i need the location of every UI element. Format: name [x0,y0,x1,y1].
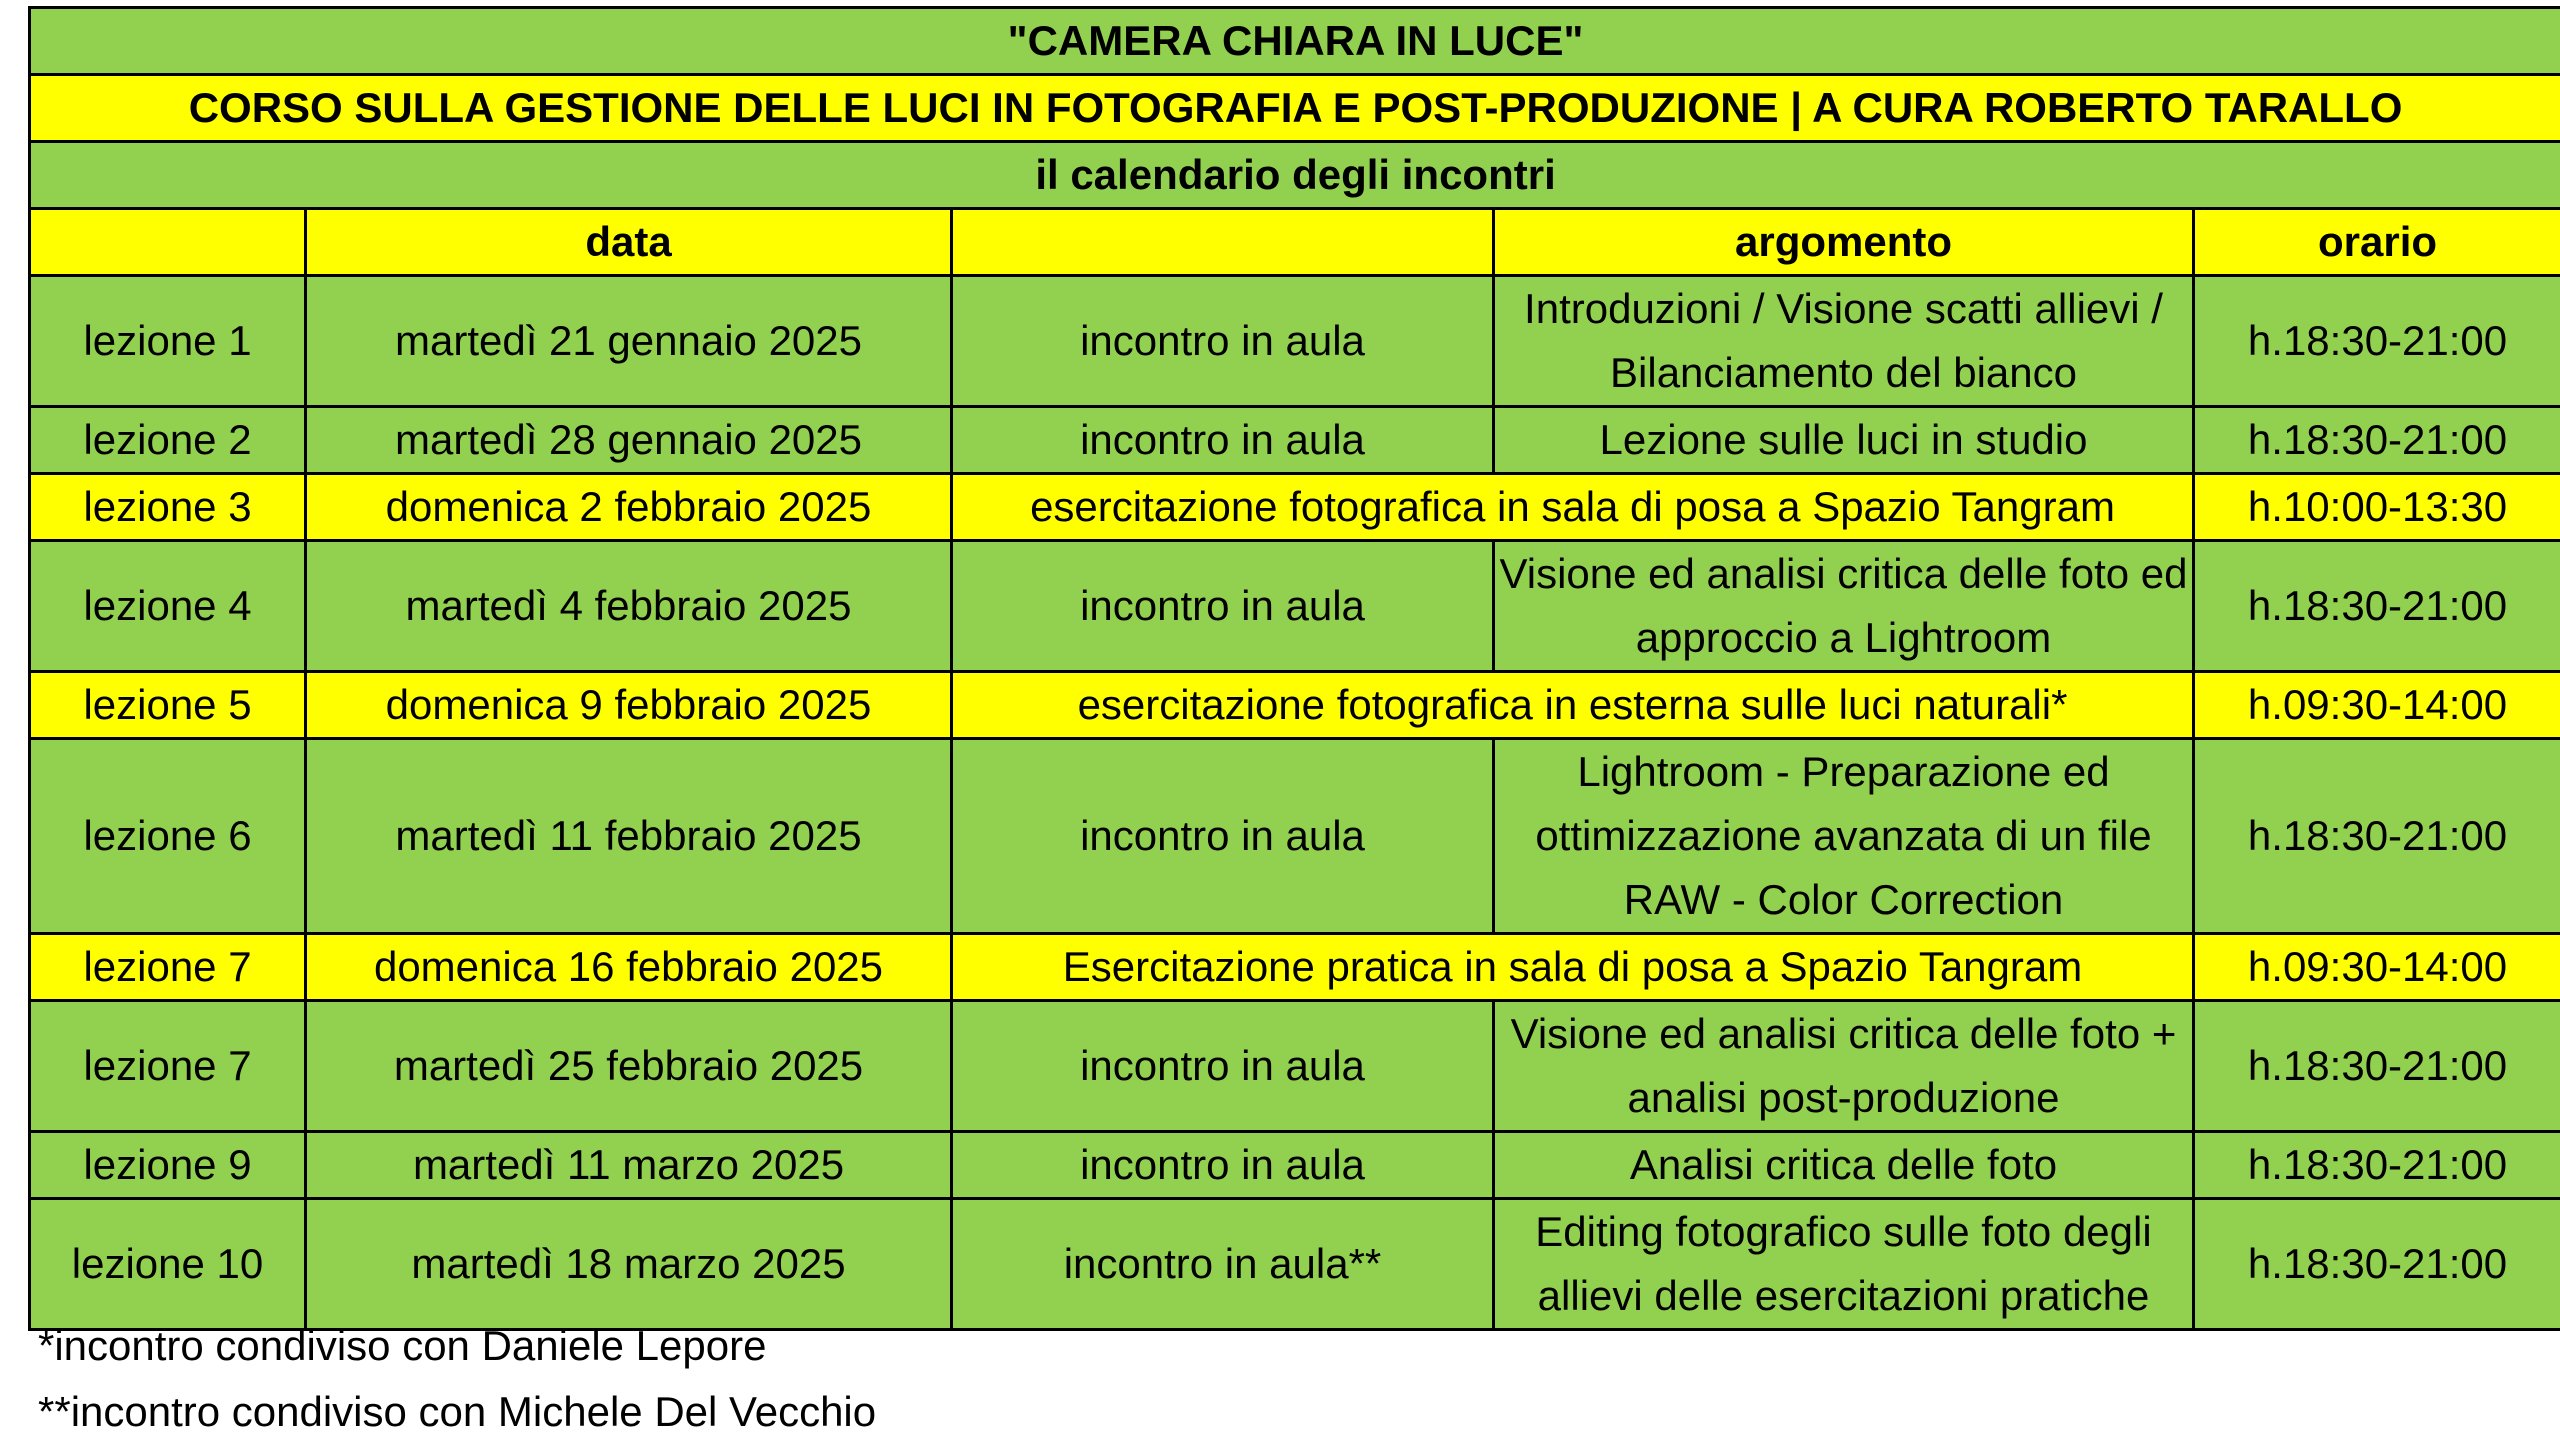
title-row [30,8,2560,75]
lesson-cell: lezione 6 [30,739,306,934]
mode-cell: incontro in aula [952,276,1494,407]
calendar-heading: il calendario degli incontri [30,142,2560,209]
date-cell: martedì 28 gennaio 2025 [306,407,952,474]
topic-cell: Visione ed analisi critica delle foto + analisi post-produzione [1494,1001,2194,1132]
time-cell: h.09:30-14:00 [2194,934,2560,1001]
lesson-cell: lezione 1 [30,276,306,407]
time-cell: h.18:30-21:00 [2194,739,2560,934]
table-row [30,541,2560,672]
date-cell: domenica 16 febbraio 2025 [306,934,952,1001]
table-row [30,407,2560,474]
course-subtitle: CORSO SULLA GESTIONE DELLE LUCI IN FOTOGRAFIA E POST-PRODUZIONE | A CURA ROBERTO TARALLO [30,75,2560,142]
time-cell: h.18:30-21:00 [2194,1001,2560,1132]
activity-cell: esercitazione fotografica in esterna sulle luci naturali* [952,672,2194,739]
time-cell: h.18:30-21:00 [2194,407,2560,474]
date-cell: domenica 2 febbraio 2025 [306,474,952,541]
table-row [30,1132,2560,1199]
header-time: orario [2194,209,2560,276]
date-cell: martedì 21 gennaio 2025 [306,276,952,407]
mode-cell: incontro in aula [952,407,1494,474]
course-title: "CAMERA CHIARA IN LUCE" [30,8,2560,75]
topic-cell: Visione ed analisi critica delle foto ed approccio a Lightroom [1494,541,2194,672]
time-cell: h.10:00-13:30 [2194,474,2560,541]
time-cell: h.18:30-21:00 [2194,276,2560,407]
lesson-cell: lezione 2 [30,407,306,474]
date-cell: martedì 11 marzo 2025 [306,1132,952,1199]
calendar-heading-row [30,142,2560,209]
activity-cell: esercitazione fotografica in sala di posa a Spazio Tangram [952,474,2194,541]
mode-cell: incontro in aula [952,739,1494,934]
date-cell: martedì 18 marzo 2025 [306,1199,952,1330]
date-cell: martedì 11 febbraio 2025 [306,739,952,934]
header-row [30,209,2560,276]
time-cell: h.18:30-21:00 [2194,1132,2560,1199]
table-row [30,739,2560,934]
table-row [30,1199,2560,1330]
footnote-double-asterisk: **incontro condiviso con Michele Del Vecchio [38,1388,877,1435]
topic-cell: Lightroom - Preparazione ed ottimizzazione avanzata di un file RAW - Color Correction [1494,739,2194,934]
time-cell: h.18:30-21:00 [2194,1199,2560,1330]
topic-cell: Editing fotografico sulle foto degli allievi delle esercitazioni pratiche [1494,1199,2194,1330]
mode-cell: incontro in aula [952,541,1494,672]
lesson-cell: lezione 7 [30,934,306,1001]
mode-cell: incontro in aula** [952,1199,1494,1330]
lesson-cell: lezione 4 [30,541,306,672]
header-topic: argomento [1494,209,2194,276]
lesson-cell: lezione 9 [30,1132,306,1199]
topic-cell: Lezione sulle luci in studio [1494,407,2194,474]
schedule-table [28,6,2560,1331]
table-row [30,474,2560,541]
table-row [30,934,2560,1001]
table-row [30,1001,2560,1132]
lesson-cell: lezione 5 [30,672,306,739]
date-cell: martedì 4 febbraio 2025 [306,541,952,672]
table-row [30,276,2560,407]
time-cell: h.09:30-14:00 [2194,672,2560,739]
header-mode [952,209,1494,276]
header-date: data [306,209,952,276]
table-row [30,672,2560,739]
lesson-cell: lezione 3 [30,474,306,541]
subtitle-row [30,75,2560,142]
header-lesson [30,209,306,276]
footnote-single-asterisk: *incontro condiviso con Daniele Lepore [38,1322,767,1369]
activity-cell: Esercitazione pratica in sala di posa a Spazio Tangram [952,934,2194,1001]
mode-cell: incontro in aula [952,1001,1494,1132]
lesson-cell: lezione 10 [30,1199,306,1330]
date-cell: domenica 9 febbraio 2025 [306,672,952,739]
topic-cell: Analisi critica delle foto [1494,1132,2194,1199]
lesson-cell: lezione 7 [30,1001,306,1132]
time-cell: h.18:30-21:00 [2194,541,2560,672]
mode-cell: incontro in aula [952,1132,1494,1199]
date-cell: martedì 25 febbraio 2025 [306,1001,952,1132]
topic-cell: Introduzioni / Visione scatti allievi / Bilanciamento del bianco [1494,276,2194,407]
